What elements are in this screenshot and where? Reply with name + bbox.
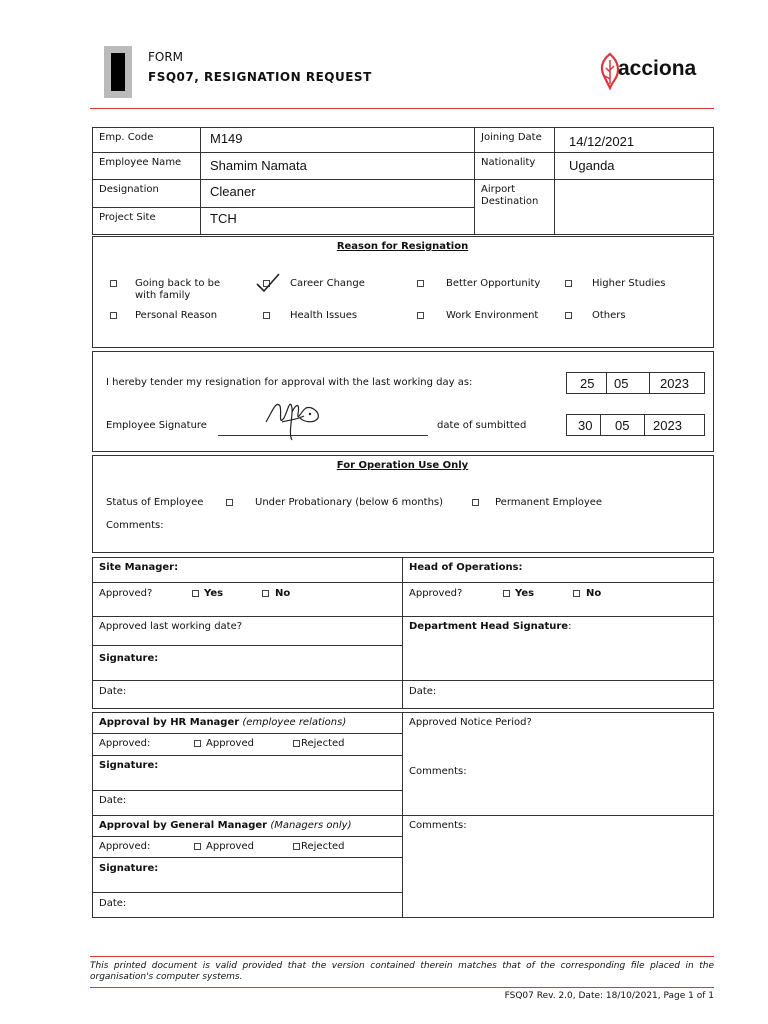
submitted-mm[interactable]: 05 bbox=[615, 418, 630, 433]
hr-title: Approval by HR Manager (employee relations) bbox=[99, 717, 347, 728]
approved-last-day-label: Approved last working date? bbox=[99, 621, 243, 632]
gm-approved-checkbox[interactable] bbox=[194, 843, 201, 850]
option-label-career: Career Change bbox=[290, 278, 365, 289]
gm-signature-label: Signature: bbox=[99, 863, 159, 874]
ops-date-label: Date: bbox=[409, 686, 437, 697]
ops-approved-q: Approved? bbox=[409, 588, 463, 599]
option-checkbox-health[interactable] bbox=[263, 312, 270, 319]
site-yes-checkbox[interactable] bbox=[192, 590, 199, 597]
joining-date-value[interactable]: 14/12/2021 bbox=[569, 134, 635, 149]
signature-label: Employee Signature bbox=[106, 420, 207, 431]
option-checkbox-family[interactable] bbox=[110, 280, 117, 287]
dept-head-signature-label: Department Head Signature: bbox=[409, 621, 572, 632]
submitted-yyyy[interactable]: 2023 bbox=[653, 418, 682, 433]
hr-rejected-checkbox[interactable] bbox=[293, 740, 300, 747]
reason-title: Reason for Resignation bbox=[336, 241, 469, 252]
probation-checkbox[interactable] bbox=[226, 499, 233, 506]
form-marker-inner bbox=[111, 53, 125, 91]
hr-comments-label: Comments: bbox=[409, 766, 467, 777]
form-title: FSQ07, RESIGNATION REQUEST bbox=[148, 70, 372, 84]
gm-approved-opt: Approved bbox=[206, 841, 254, 852]
employee-signature-mark bbox=[262, 392, 326, 444]
header-rule bbox=[90, 108, 714, 109]
ops-yes-label: Yes bbox=[515, 588, 535, 599]
option-label-environment: Work Environment bbox=[446, 310, 539, 321]
employee-name-label: Employee Name bbox=[99, 157, 182, 168]
hr-date-label: Date: bbox=[99, 795, 127, 806]
manager-approval-table bbox=[92, 557, 714, 709]
permanent-label: Permanent Employee bbox=[495, 497, 603, 508]
project-site-value[interactable]: TCH bbox=[210, 211, 237, 226]
submitted-dd[interactable]: 30 bbox=[578, 418, 593, 433]
site-signature-label: Signature: bbox=[99, 653, 159, 664]
hr-approved-label: Approved: bbox=[99, 738, 151, 749]
airport-label-2: Destination bbox=[481, 196, 539, 207]
option-label-health: Health Issues bbox=[290, 310, 358, 321]
option-label-family-1: Going back to be bbox=[135, 278, 221, 289]
acciona-logo bbox=[598, 52, 708, 92]
footer-revision: FSQ07 Rev. 2.0, Date: 18/10/2021, Page 1 of 1 bbox=[504, 991, 714, 1001]
permanent-checkbox[interactable] bbox=[472, 499, 479, 506]
option-checkbox-better[interactable] bbox=[417, 280, 424, 287]
gm-comments-label: Comments: bbox=[409, 820, 467, 831]
logo-wordmark: acciona bbox=[618, 57, 697, 80]
nationality-label: Nationality bbox=[481, 157, 536, 168]
site-no-checkbox[interactable] bbox=[262, 590, 269, 597]
option-label-higher: Higher Studies bbox=[592, 278, 666, 289]
designation-value[interactable]: Cleaner bbox=[210, 184, 256, 199]
hr-rejected-opt: Rejected bbox=[301, 738, 345, 749]
status-label: Status of Employee bbox=[106, 497, 204, 508]
joining-date-label: Joining Date bbox=[481, 132, 542, 143]
gm-title: Approval by General Manager (Managers only) bbox=[99, 820, 352, 831]
last-day-mm[interactable]: 05 bbox=[614, 376, 629, 391]
site-manager-label: Site Manager: bbox=[99, 562, 179, 573]
site-date-label: Date: bbox=[99, 686, 127, 697]
tender-statement: I hereby tender my resignation for approval with the last working day as: bbox=[106, 377, 473, 388]
notice-period-label: Approved Notice Period? bbox=[409, 717, 532, 728]
nationality-value[interactable]: Uganda bbox=[569, 158, 615, 173]
ops-no-label: No bbox=[586, 588, 602, 599]
submitted-label: date of sumbitted bbox=[437, 420, 527, 431]
footer-rule-bottom bbox=[90, 987, 714, 988]
site-yes-label: Yes bbox=[204, 588, 224, 599]
gm-rejected-checkbox[interactable] bbox=[293, 843, 300, 850]
gm-date-label: Date: bbox=[99, 898, 127, 909]
option-checkbox-personal[interactable] bbox=[110, 312, 117, 319]
gm-rejected-opt: Rejected bbox=[301, 841, 345, 852]
designation-label: Designation bbox=[99, 184, 159, 195]
option-checkbox-others[interactable] bbox=[565, 312, 572, 319]
hr-approved-opt: Approved bbox=[206, 738, 254, 749]
ops-no-checkbox[interactable] bbox=[573, 590, 580, 597]
emp-code-label: Emp. Code bbox=[99, 132, 154, 143]
ops-yes-checkbox[interactable] bbox=[503, 590, 510, 597]
option-label-better: Better Opportunity bbox=[446, 278, 541, 289]
emp-code-value[interactable]: M149 bbox=[210, 131, 243, 146]
option-label-personal: Personal Reason bbox=[135, 310, 218, 321]
last-day-dd[interactable]: 25 bbox=[580, 376, 595, 391]
project-site-label: Project Site bbox=[99, 212, 156, 223]
option-checkbox-higher[interactable] bbox=[565, 280, 572, 287]
option-label-family-2: with family bbox=[135, 290, 191, 301]
site-no-label: No bbox=[275, 588, 291, 599]
operation-comments-label: Comments: bbox=[106, 520, 164, 531]
checkmark-icon bbox=[255, 272, 281, 294]
footer-disclaimer: This printed document is valid provided that the version contained therein matches that of the corresponding file placed in the organisation's computer systems. bbox=[90, 961, 714, 982]
gm-approved-label: Approved: bbox=[99, 841, 151, 852]
airport-label-1: Airport bbox=[481, 184, 516, 195]
hr-signature-label: Signature: bbox=[99, 760, 159, 771]
probation-label: Under Probationary (below 6 months) bbox=[255, 497, 444, 508]
hr-approved-checkbox[interactable] bbox=[194, 740, 201, 747]
employee-name-value[interactable]: Shamim Namata bbox=[210, 158, 307, 173]
operation-title: For Operation Use Only bbox=[336, 460, 469, 471]
last-day-yyyy[interactable]: 2023 bbox=[660, 376, 689, 391]
option-label-others: Others bbox=[592, 310, 626, 321]
tender-section bbox=[92, 351, 714, 452]
site-approved-q: Approved? bbox=[99, 588, 153, 599]
footer-rule-top bbox=[90, 956, 714, 957]
head-ops-label: Head of Operations: bbox=[409, 562, 523, 573]
form-label: FORM bbox=[148, 50, 184, 64]
option-checkbox-environment[interactable] bbox=[417, 312, 424, 319]
